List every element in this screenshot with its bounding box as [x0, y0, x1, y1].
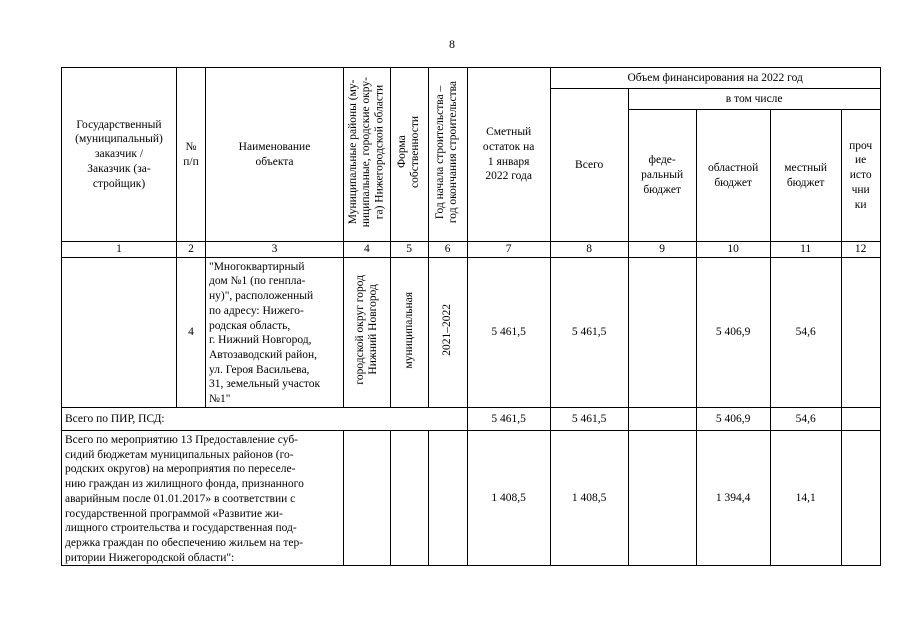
header-municipal: Муниципальные районы (му- ниципальные, городские окру- га) Нижегородской области	[347, 77, 386, 228]
page-number: 8	[449, 37, 455, 51]
subtotal-local: 54,6	[770, 407, 841, 430]
measure-estimate: 1 408,5	[467, 430, 550, 565]
row-ownership-cell	[390, 257, 428, 407]
colnum: 4	[344, 242, 391, 258]
header-years-cell	[428, 68, 467, 242]
colnum: 7	[467, 242, 550, 258]
column-numbers-row	[62, 242, 881, 258]
measure-total: 1 408,5	[550, 430, 628, 565]
row-ownership: муниципальная	[402, 291, 415, 369]
subtotal-estimate: 5 461,5	[467, 407, 550, 430]
colnum: 11	[770, 242, 841, 258]
row-customer	[62, 257, 177, 407]
header-estimate: Сметный остаток на 1 января 2022 года	[467, 68, 550, 242]
header-including: в том числе	[628, 89, 880, 110]
measure-regional: 1 394,4	[696, 430, 770, 565]
measure-total-row	[62, 430, 881, 565]
header-customer: Государственный (муниципальный) заказчик / Заказчик (за- стройщик)	[62, 68, 177, 242]
table-row	[62, 257, 881, 407]
row-estimate: 5 461,5	[467, 257, 550, 407]
row-regional: 5 406,9	[696, 257, 770, 407]
measure-total-label: Всего по мероприятию 13 Предоставление суб- сидий бюджетам муниципальных районов (го- родских округов) на мероприятия по переселе- нию граждан из жилищного фонда, признанного аварийным после 01.01.2017» в соответствии с государственной программой «Развитие жи- лищного строительства и государственная под- держка граждан по обеспечению жильем на тер- ритории Нижегородской области":	[62, 430, 344, 565]
financing-table	[61, 67, 881, 566]
row-num: 4	[177, 257, 206, 407]
header-federal: феде- ральный бюджет	[628, 110, 696, 242]
header-ownership-cell	[390, 68, 428, 242]
header-regional: областной бюджет	[696, 110, 770, 242]
measure-local: 14,1	[770, 430, 841, 565]
measure-empty	[428, 430, 467, 565]
colnum: 1	[62, 242, 177, 258]
row-total: 5 461,5	[550, 257, 628, 407]
measure-empty	[390, 430, 428, 565]
header-ownership: Форма собственности	[395, 116, 422, 189]
subtotal-total: 5 461,5	[550, 407, 628, 430]
colnum: 2	[177, 242, 206, 258]
subtotal-federal	[628, 407, 696, 430]
header-financing: Объем финансирования на 2022 год	[550, 68, 880, 89]
colnum: 5	[390, 242, 428, 258]
row-local: 54,6	[770, 257, 841, 407]
row-federal	[628, 257, 696, 407]
subtotal-regional: 5 406,9	[696, 407, 770, 430]
header-municipal-cell	[344, 68, 391, 242]
header-other: проч ие исто чни ки	[841, 110, 880, 242]
row-municipal: городской округ город Нижний Новгород	[353, 275, 379, 385]
measure-federal	[628, 430, 696, 565]
subtotal-other	[841, 407, 880, 430]
header-object-name: Наименование объекта	[206, 68, 344, 242]
subtotal-row	[62, 407, 881, 430]
colnum: 3	[206, 242, 344, 258]
colnum: 6	[428, 242, 467, 258]
header-years: Год начала строительства – год окончания строительства	[434, 81, 460, 224]
header-num: № п/п	[177, 68, 206, 242]
colnum: 10	[696, 242, 770, 258]
row-other	[841, 257, 880, 407]
header-local: местный бюджет	[770, 110, 841, 242]
header-total: Всего	[550, 89, 628, 242]
row-object-name: "Многоквартирный дом №1 (по генпла- ну)", расположенный по адресу: Нижего- родская область, г. Нижний Новгород, Автозаводский район, ул. Героя Васильева, 31, земельный участок №1"	[206, 257, 344, 407]
row-municipal-cell	[344, 257, 391, 407]
colnum: 12	[841, 242, 880, 258]
row-years-cell	[428, 257, 467, 407]
measure-empty	[344, 430, 391, 565]
subtotal-label: Всего по ПИР, ПСД:	[62, 407, 468, 430]
row-years: 2021–2022	[441, 304, 454, 356]
colnum: 9	[628, 242, 696, 258]
measure-other	[841, 430, 880, 565]
colnum: 8	[550, 242, 628, 258]
